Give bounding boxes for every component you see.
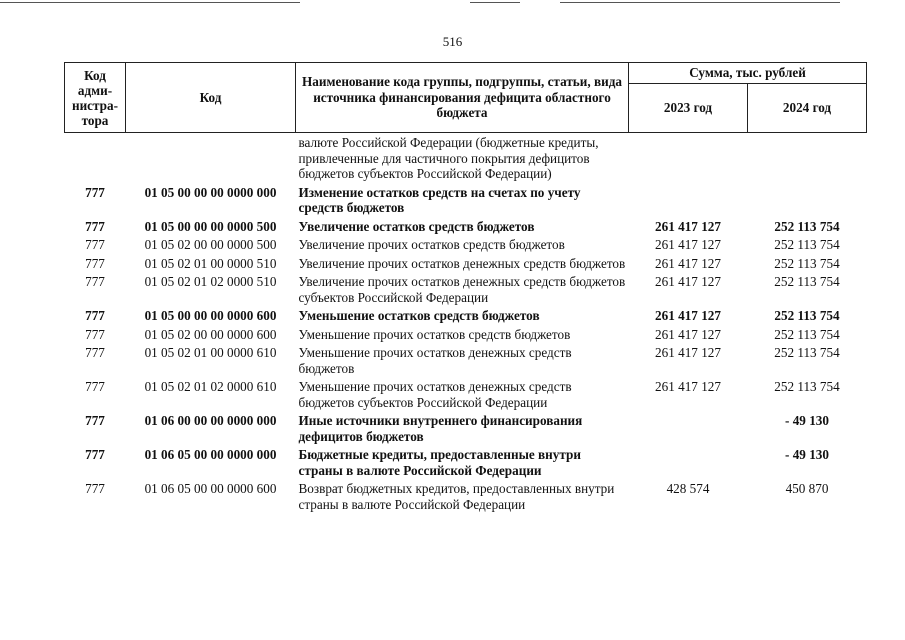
table-row	[65, 345, 867, 379]
scan-edge	[0, 0, 905, 6]
row-admin-cell	[65, 133, 126, 185]
sources-table	[64, 62, 867, 515]
row-value-2023-cell: 261 417 127	[655, 326, 721, 342]
row-admin-cell: 777	[85, 481, 105, 496]
row-name-cell: Увеличение прочих остатков средств бюджетов	[298, 237, 565, 252]
table-row	[65, 413, 867, 447]
row-code-cell	[126, 133, 296, 185]
table-row	[65, 133, 867, 185]
row-value-2023-cell: 261 417 127	[655, 237, 721, 252]
row-name-cell: Увеличение прочих остатков денежных средств бюджетов	[298, 255, 626, 271]
row-value-2024-cell: 252 113 754	[774, 237, 840, 252]
row-code-cell: 01 05 02 00 00 0000 500	[144, 237, 277, 252]
row-value-2024-cell	[748, 185, 867, 219]
row-name-cell: Увеличение остатков средств бюджетов	[298, 218, 535, 234]
row-admin-cell: 777	[85, 326, 105, 342]
header-sum: Сумма, тыс. рублей	[629, 63, 867, 84]
row-value-2023-cell: 261 417 127	[655, 218, 721, 234]
row-value-2023-cell: 261 417 127	[655, 379, 721, 394]
table-row	[65, 274, 867, 308]
row-name-cell: Уменьшение прочих остатков денежных средств бюджетов субъектов Российской Федерации	[298, 379, 572, 410]
row-name-cell: Изменение остатков средств на счетах по учету средств бюджетов	[298, 184, 581, 215]
table-row	[65, 219, 867, 238]
row-admin-cell: 777	[85, 447, 105, 462]
row-name-cell: Увеличение прочих остатков денежных средств бюджетов субъектов Российской Федерации	[298, 274, 626, 305]
row-value-2024-cell: 252 113 754	[774, 274, 840, 289]
row-value-2024-cell	[748, 133, 867, 185]
row-value-2024-cell: 252 113 754	[774, 255, 840, 271]
row-value-2024-cell: - 49 130	[785, 447, 829, 462]
table-row	[65, 379, 867, 413]
row-code-cell: 01 06 05 00 00 0000 600	[144, 481, 277, 496]
row-value-2024-cell: 252 113 754	[774, 308, 840, 323]
row-code-cell: 01 06 00 00 00 0000 000	[144, 413, 277, 428]
row-value-2024-cell: 252 113 754	[774, 218, 840, 234]
row-code-cell: 01 05 02 01 02 0000 510	[144, 274, 277, 289]
row-value-2023-cell: 261 417 127	[655, 345, 721, 360]
table-header	[65, 63, 867, 133]
table-row	[65, 185, 867, 219]
row-code-cell: 01 05 02 01 02 0000 610	[144, 379, 277, 394]
row-admin-cell: 777	[85, 413, 105, 428]
header-code: Код	[126, 63, 296, 133]
table-row	[65, 237, 867, 256]
row-admin-cell: 777	[85, 345, 105, 360]
page-number: 516	[442, 34, 463, 49]
row-value-2023-cell: 261 417 127	[655, 274, 721, 289]
row-code-cell: 01 05 00 00 00 0000 600	[144, 308, 277, 323]
row-name-cell: Иные источники внутреннего финансирования дефицитов бюджетов	[298, 413, 583, 444]
header-name: Наименование кода группы, подгруппы, статьи, вида источника финансирования дефицита областного бюджета	[296, 63, 629, 133]
row-value-2023-cell: 261 417 127	[655, 308, 721, 323]
row-value-2023-cell	[629, 447, 748, 481]
row-code-cell: 01 06 05 00 00 0000 000	[144, 447, 277, 462]
row-name-cell: Уменьшение остатков средств бюджетов	[298, 308, 540, 323]
row-code-cell: 01 05 02 01 00 0000 610	[144, 345, 277, 360]
row-name-cell: Уменьшение прочих остатков денежных средств бюджетов	[298, 345, 572, 376]
row-value-2023-cell	[629, 413, 748, 447]
header-year-2024: 2024 год	[748, 84, 867, 133]
table-row	[65, 327, 867, 346]
row-value-2023-cell	[629, 133, 748, 185]
table-row	[65, 308, 867, 327]
row-value-2024-cell: 450 870	[785, 481, 829, 496]
row-value-2023-cell	[629, 185, 748, 219]
row-value-2024-cell: 252 113 754	[774, 326, 840, 342]
table-row	[65, 481, 867, 515]
row-admin-cell: 777	[85, 237, 105, 252]
row-name-cell: Уменьшение прочих остатков средств бюджетов	[298, 326, 571, 342]
row-name-cell: Бюджетные кредиты, предоставленные внутри страны в валюте Российской Федерации	[298, 447, 581, 478]
row-code-cell: 01 05 02 01 00 0000 510	[144, 255, 277, 271]
table-row	[65, 256, 867, 275]
row-code-cell: 01 05 02 00 00 0000 600	[144, 326, 277, 342]
row-code-cell: 01 05 00 00 00 0000 000	[144, 184, 277, 200]
row-admin-cell: 777	[85, 274, 105, 289]
header-admin: Код адми-нистра-тора	[65, 63, 126, 133]
row-value-2023-cell: 428 574	[666, 481, 710, 496]
row-admin-cell: 777	[85, 379, 105, 394]
row-value-2024-cell: - 49 130	[785, 413, 829, 428]
table-body	[65, 133, 867, 516]
row-value-2024-cell: 252 113 754	[774, 379, 840, 394]
header-year-2023: 2023 год	[629, 84, 748, 133]
row-admin-cell: 777	[85, 255, 105, 271]
row-value-2023-cell: 261 417 127	[655, 255, 721, 271]
row-code-cell: 01 05 00 00 00 0000 500	[144, 218, 277, 234]
row-name-cell: Возврат бюджетных кредитов, предоставленных внутри страны в валюте Российской Федерации	[298, 481, 615, 512]
row-admin-cell: 777	[85, 308, 105, 323]
table-row	[65, 447, 867, 481]
row-admin-cell: 777	[85, 218, 105, 234]
row-name-cell: валюте Российской Федерации (бюджетные кредиты, привлеченные для частичного покрытия дефицитов бюджетов субъектов Российской Федерации)	[298, 135, 599, 181]
row-admin-cell: 777	[85, 184, 105, 200]
row-value-2024-cell: 252 113 754	[774, 345, 840, 360]
